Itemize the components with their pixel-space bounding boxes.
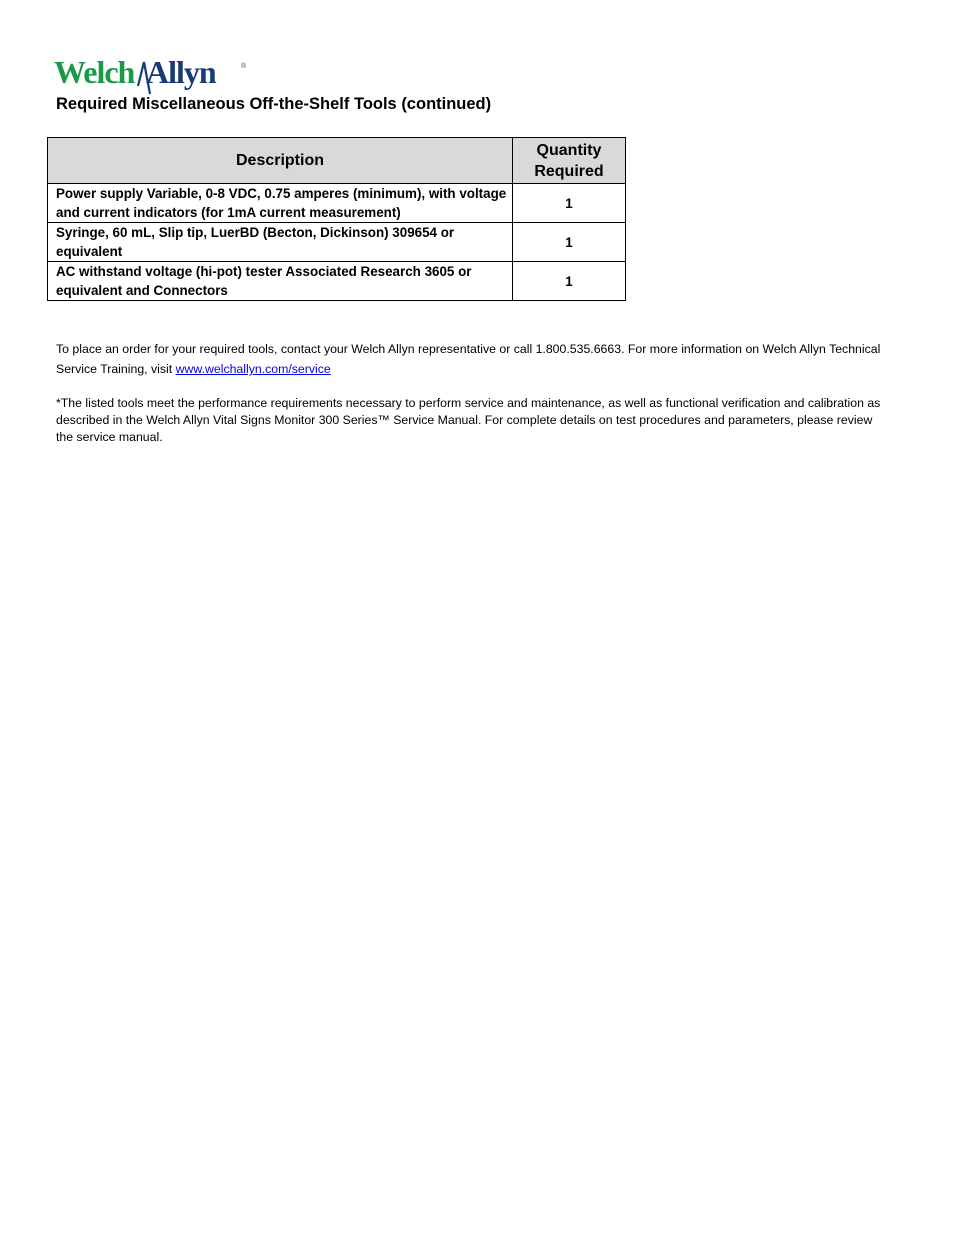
table-row (48, 223, 626, 262)
service-link[interactable]: www.welchallyn.com/service (175, 362, 331, 376)
logo-registered-mark: ® (241, 63, 247, 70)
table-header-row (48, 138, 626, 184)
page-title: Required Miscellaneous Off-the-Shelf Tools (continued) (56, 95, 492, 113)
logo-welch-text: Welch (54, 54, 135, 90)
column-header-quantity-line2: Required (534, 162, 604, 180)
row-description: AC withstand voltage (hi-pot) tester Associated Research 3605 or equivalent and Connectors (48, 262, 513, 301)
welch-allyn-logo (54, 50, 254, 98)
row-description: Power supply Variable, 0-8 VDC, 0.75 amperes (minimum), with voltage and current indicators (for 1mA current measurement) (48, 184, 513, 223)
row-description: Syringe, 60 mL, Slip tip, LuerBD (Becton, Dickinson) 309654 or equivalent (48, 223, 513, 262)
disclaimer-note: *The listed tools meet the performance requirements necessary to perform service and maintenance, as well as functional verification and calibration as described in the Welch Allyn Vital Signs Monitor 300 Series™ Service Manual. For complete details on test procedures and parameters, please review the service manual. (56, 396, 881, 444)
row-quantity: 1 (513, 223, 626, 262)
column-header-quantity (513, 138, 626, 184)
column-header-description: Description (48, 138, 513, 184)
row-quantity: 1 (513, 262, 626, 301)
table-row (48, 262, 626, 301)
row-quantity: 1 (513, 184, 626, 223)
logo-allyn-text: Allyn (146, 54, 216, 90)
welch-allyn-logo-icon (54, 50, 254, 98)
table-row (48, 184, 626, 223)
tools-table (47, 137, 626, 301)
order-note-text: To place an order for your required tools, contact your Welch Allyn representative or call 1.800.535.6663. For more information on Welch Allyn Technical Service Training, visit (56, 342, 881, 376)
order-note (56, 339, 886, 379)
column-header-quantity-line1: Quantity (536, 141, 602, 159)
